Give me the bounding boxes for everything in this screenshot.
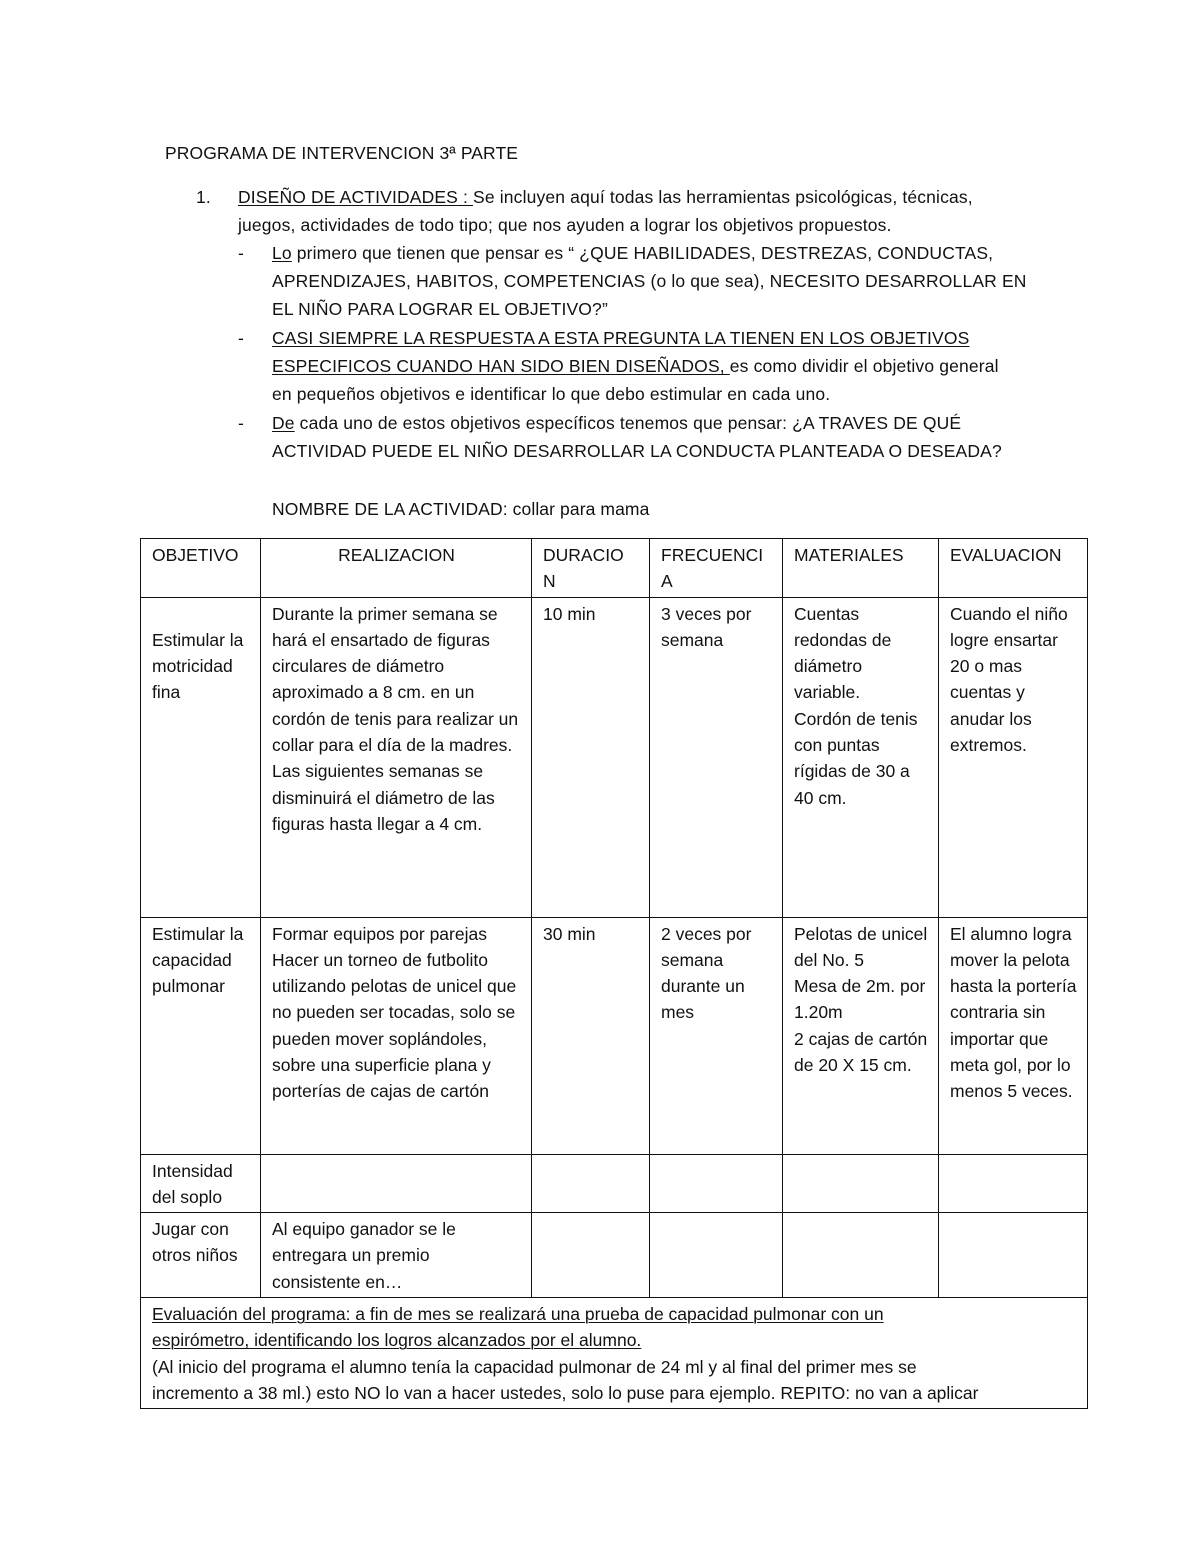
cell-objetivo: Estimular la capacidad pulmonar bbox=[141, 917, 261, 1154]
cell-duracion bbox=[532, 1154, 650, 1213]
section-intro-line-2: juegos, actividades de todo tipo; que nos ayuden a lograr los objetivos propuestos. bbox=[238, 215, 892, 235]
cell-evaluacion: Cuando el niño logre ensartar 20 o mas cuentas y anudar los extremos. bbox=[939, 597, 1088, 917]
bullet-1-line-3: EL NIÑO PARA LOGRAR EL OBJETIVO?” bbox=[272, 299, 608, 319]
table-row bbox=[141, 1213, 1088, 1298]
cell-objetivo-text: Estimular la motricidad fina bbox=[152, 629, 244, 703]
header-materiales: MATERIALES bbox=[783, 539, 939, 598]
cell-frecuencia: 3 veces por semana bbox=[650, 597, 783, 917]
bullet-2-lead-2: ESPECIFICOS CUANDO HAN SIDO BIEN DISEÑADOS, bbox=[272, 356, 730, 376]
section-intro-line-1 bbox=[238, 187, 973, 208]
cell-materiales bbox=[783, 1154, 939, 1213]
document-title: PROGRAMA DE INTERVENCION 3ª PARTE bbox=[165, 143, 519, 163]
header-objetivo: OBJETIVO bbox=[141, 539, 261, 598]
bullet-dash: - bbox=[238, 328, 244, 348]
table-header-row bbox=[141, 539, 1088, 598]
cell-materiales bbox=[783, 1213, 939, 1298]
table-row bbox=[141, 1154, 1088, 1213]
bullet-2-line-2 bbox=[272, 356, 999, 377]
bullet-2-line-1: CASI SIEMPRE LA RESPUESTA A ESTA PREGUNTA LA TIENEN EN LOS OBJETIVOS bbox=[272, 328, 970, 348]
cell-duracion bbox=[532, 1213, 650, 1298]
bullet-dash: - bbox=[238, 413, 244, 433]
bullet-1-lead: Lo bbox=[272, 243, 292, 263]
header-frecuencia: FRECUENCI A bbox=[650, 539, 783, 598]
program-evaluation-line-2: espirómetro, identificando los logros alcanzados por el alumno. bbox=[152, 1330, 642, 1351]
program-evaluation-line-4: incremento a 38 ml.) esto NO lo van a hacer ustedes, solo lo puse para ejemplo. REPITO: no van a aplicar bbox=[152, 1382, 979, 1403]
cell-objetivo bbox=[141, 597, 261, 917]
cell-materiales: Cuentas redondas de diámetro variable. Cordón de tenis con puntas rígidas de 30 a 40 cm. bbox=[783, 597, 939, 917]
bullet-2-rest: es como dividir el objetivo general bbox=[729, 356, 999, 376]
cell-realizacion: Al equipo ganador se le entregara un premio consistente en… bbox=[261, 1213, 532, 1298]
header-realizacion: REALIZACION bbox=[261, 539, 532, 598]
bullet-3-line-1 bbox=[272, 413, 961, 434]
cell-realizacion bbox=[261, 1154, 532, 1213]
cell-materiales: Pelotas de unicel del No. 5 Mesa de 2m. por 1.20m 2 cajas de cartón de 20 X 15 cm. bbox=[783, 917, 939, 1154]
bullet-1-text: primero que tienen que pensar es “ ¿QUE HABILIDADES, DESTREZAS, CONDUCTAS, bbox=[291, 243, 994, 263]
program-evaluation-line-3: (Al inicio del programa el alumno tenía la capacidad pulmonar de 24 ml y al final del primer mes se bbox=[152, 1356, 917, 1377]
cell-realizacion: Durante la primer semana se hará el ensartado de figuras circulares de diámetro aproximado a 8 cm. en un cordón de tenis para realizar un collar para el día de la madres. Las siguientes semanas se disminuirá el diámetro de las figuras hasta llegar a 4 cm. bbox=[261, 597, 532, 917]
cell-frecuencia bbox=[650, 1154, 783, 1213]
section-number: 1. bbox=[196, 187, 211, 207]
cell-duracion: 10 min bbox=[532, 597, 650, 917]
bullet-3-text: cada uno de estos objetivos específicos tenemos que pensar: ¿A TRAVES DE QUÉ bbox=[294, 413, 962, 433]
activity-name: NOMBRE DE LA ACTIVIDAD: collar para mama bbox=[272, 499, 650, 519]
bullet-1-line-2: APRENDIZAJES, HABITOS, COMPETENCIAS (o lo que sea), NECESITO DESARROLLAR EN bbox=[272, 271, 1027, 291]
bullet-1-line-1 bbox=[272, 243, 993, 264]
cell-evaluacion bbox=[939, 1213, 1088, 1298]
table-row bbox=[141, 917, 1088, 1154]
program-evaluation-cell bbox=[141, 1298, 1088, 1409]
table-row bbox=[141, 597, 1088, 917]
header-duracion: DURACIO N bbox=[532, 539, 650, 598]
bullet-2-line-3: en pequeños objetivos e identificar lo que debo estimular en cada uno. bbox=[272, 384, 831, 404]
bullet-3-line-2: ACTIVIDAD PUEDE EL NIÑO DESARROLLAR LA CONDUCTA PLANTEADA O DESEADA? bbox=[272, 441, 1002, 461]
header-evaluacion: EVALUACION bbox=[939, 539, 1088, 598]
table-footer-row bbox=[141, 1298, 1088, 1409]
section-heading: DISEÑO DE ACTIVIDADES : bbox=[238, 187, 474, 207]
cell-duracion: 30 min bbox=[532, 917, 650, 1154]
bullet-dash: - bbox=[238, 243, 244, 263]
cell-objetivo: Intensidad del soplo bbox=[141, 1154, 261, 1213]
cell-frecuencia: 2 veces por semana durante un mes bbox=[650, 917, 783, 1154]
cell-frecuencia bbox=[650, 1213, 783, 1298]
cell-evaluacion bbox=[939, 1154, 1088, 1213]
section-intro-text: Se incluyen aquí todas las herramientas psicológicas, técnicas, bbox=[473, 187, 973, 207]
program-evaluation-line-1: Evaluación del programa: a fin de mes se realizará una prueba de capacidad pulmonar con un bbox=[152, 1304, 884, 1325]
cell-objetivo: Jugar con otros niños bbox=[141, 1213, 261, 1298]
activity-table bbox=[140, 538, 1088, 1409]
bullet-3-lead: De bbox=[272, 413, 295, 433]
cell-realizacion: Formar equipos por parejas Hacer un torneo de futbolito utilizando pelotas de unicel que no pueden ser tocadas, solo se pueden mover soplándoles, sobre una superficie plana y porterías de cajas de cartón bbox=[261, 917, 532, 1154]
cell-evaluacion: El alumno logra mover la pelota hasta la portería contraria sin importar que meta gol, por lo menos 5 veces. bbox=[939, 917, 1088, 1154]
